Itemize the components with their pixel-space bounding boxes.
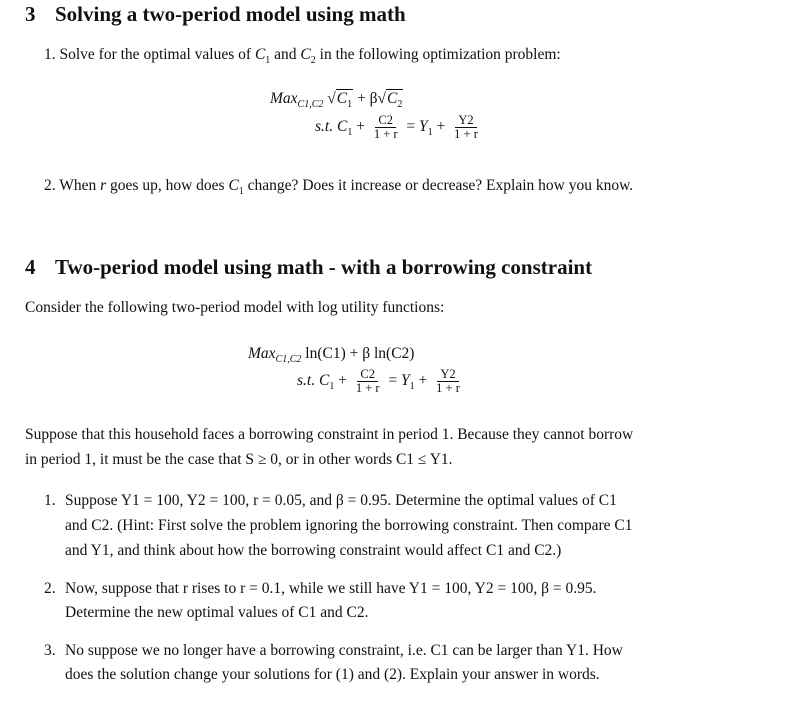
var-r: r	[100, 177, 107, 194]
max-operator: Max	[248, 345, 276, 362]
s3-q2-text: goes up, how does	[106, 177, 229, 194]
fraction	[371, 114, 401, 141]
s3-objective	[270, 90, 403, 110]
section-4-title: Two-period model using math - with a borrowing constraint	[55, 255, 593, 279]
fraction-denominator: 1 + r	[355, 381, 380, 395]
fraction	[451, 114, 481, 141]
s3-q1-label: 1.	[44, 46, 56, 63]
st-label: s.t.	[297, 372, 316, 390]
section-4-number: 4	[25, 255, 36, 279]
s3-q1-text: Solve for the optimal values of	[59, 46, 255, 63]
plus-sign: +	[414, 372, 432, 390]
s4-paragraph-line-2: in period 1, it must be the case that S ≥ 0, or in other words C1 ≤ Y1.	[25, 451, 453, 468]
s3-constraint	[315, 114, 483, 141]
fraction-numerator: Y2	[437, 368, 458, 382]
sub-1: 1	[265, 55, 271, 67]
objective-expression: ln(C1) + β ln(C2)	[305, 345, 415, 362]
equals-sign: =	[402, 118, 420, 136]
s4-item-3-line-2: does the solution change your solutions for (1) and (2). Explain your answer in words.	[65, 666, 600, 683]
s4-item-2-line-2: Determine the new optimal values of C1 and C2.	[65, 604, 369, 621]
s3-q2-label: 2.	[44, 177, 56, 194]
section-3-number: 3	[25, 2, 36, 26]
sub-1: 1	[329, 381, 335, 393]
sub-1: 1	[347, 99, 353, 111]
sub-1: 1	[347, 127, 353, 139]
var-c: C	[336, 118, 348, 136]
sub-2: 2	[397, 99, 403, 111]
fraction	[353, 368, 383, 395]
var-c: C	[228, 177, 239, 194]
s4-intro: Consider the following two-period model with log utility functions:	[25, 299, 445, 316]
s4-constraint	[297, 368, 465, 395]
max-subscript: C1,C2	[275, 354, 302, 366]
s4-item-3-line-1: No suppose we no longer have a borrowing constraint, i.e. C1 can be larger than Y1. How	[65, 642, 623, 659]
var-c: C	[254, 46, 266, 63]
var-y: Y	[419, 118, 428, 136]
sub-1: 1	[427, 127, 433, 139]
plus-sign: +	[334, 372, 351, 390]
s3-q1-text: in the following optimization problem:	[315, 46, 561, 63]
s3-question-2	[44, 176, 633, 202]
sqrt-symbol: √	[327, 90, 336, 107]
st-label: s.t.	[315, 118, 334, 136]
s4-paragraph-line-1: Suppose that this household faces a borrowing constraint in period 1. Because they cannot borrow	[25, 426, 634, 443]
section-3-heading	[25, 2, 406, 27]
section-4-heading	[25, 255, 592, 280]
s4-item-2-line-1: Now, suppose that r rises to r = 0.1, while we still have Y1 = 100, Y2 = 100, β = 0.95.	[65, 580, 597, 597]
fraction-denominator: 1 + r	[373, 127, 398, 141]
var-c: C	[336, 90, 348, 107]
sub-1: 1	[409, 381, 415, 393]
var-c: C	[387, 90, 398, 107]
s3-q2-text: When	[59, 177, 101, 194]
var-y: Y	[401, 372, 410, 390]
fraction-numerator: C2	[357, 368, 378, 382]
s4-item-1-line-2: and C2. (Hint: First solve the problem ignoring the borrowing constraint. Then compare C1	[65, 517, 633, 534]
s3-question-1	[44, 45, 561, 71]
section-3-title: Solving a two-period model using math	[55, 2, 406, 26]
max-subscript: C1,C2	[297, 99, 324, 111]
fraction-numerator: Y2	[455, 114, 476, 128]
s4-objective	[248, 345, 414, 365]
s4-item-1-label: 1.	[44, 492, 56, 509]
s4-item-1-line-3: and Y1, and think about how the borrowing constraint would affect C1 and C2.)	[65, 542, 562, 559]
sub-2: 2	[310, 55, 316, 67]
plus-sign: +	[432, 118, 450, 136]
fraction-denominator: 1 + r	[436, 381, 460, 395]
s3-q1-text: and	[270, 46, 301, 63]
plus-beta-sqrt: + β√	[353, 90, 387, 107]
plus-sign: +	[352, 118, 369, 136]
s4-item-2-label: 2.	[44, 580, 56, 597]
var-c: C	[318, 372, 330, 390]
equals-sign: =	[384, 372, 402, 390]
s4-item-3-label: 3.	[44, 642, 56, 659]
fraction-denominator: 1 + r	[454, 127, 478, 141]
s4-item-1-line-1: Suppose Y1 = 100, Y2 = 100, r = 0.05, and β = 0.95. Determine the optimal values of C1	[65, 492, 617, 509]
max-operator: Max	[270, 90, 298, 107]
s3-q2-text: change? Does it increase or decrease? Explain how you know.	[243, 177, 634, 194]
fraction	[433, 368, 463, 395]
sub-1: 1	[238, 186, 244, 198]
fraction-numerator: C2	[375, 114, 396, 128]
var-c: C	[300, 46, 311, 63]
